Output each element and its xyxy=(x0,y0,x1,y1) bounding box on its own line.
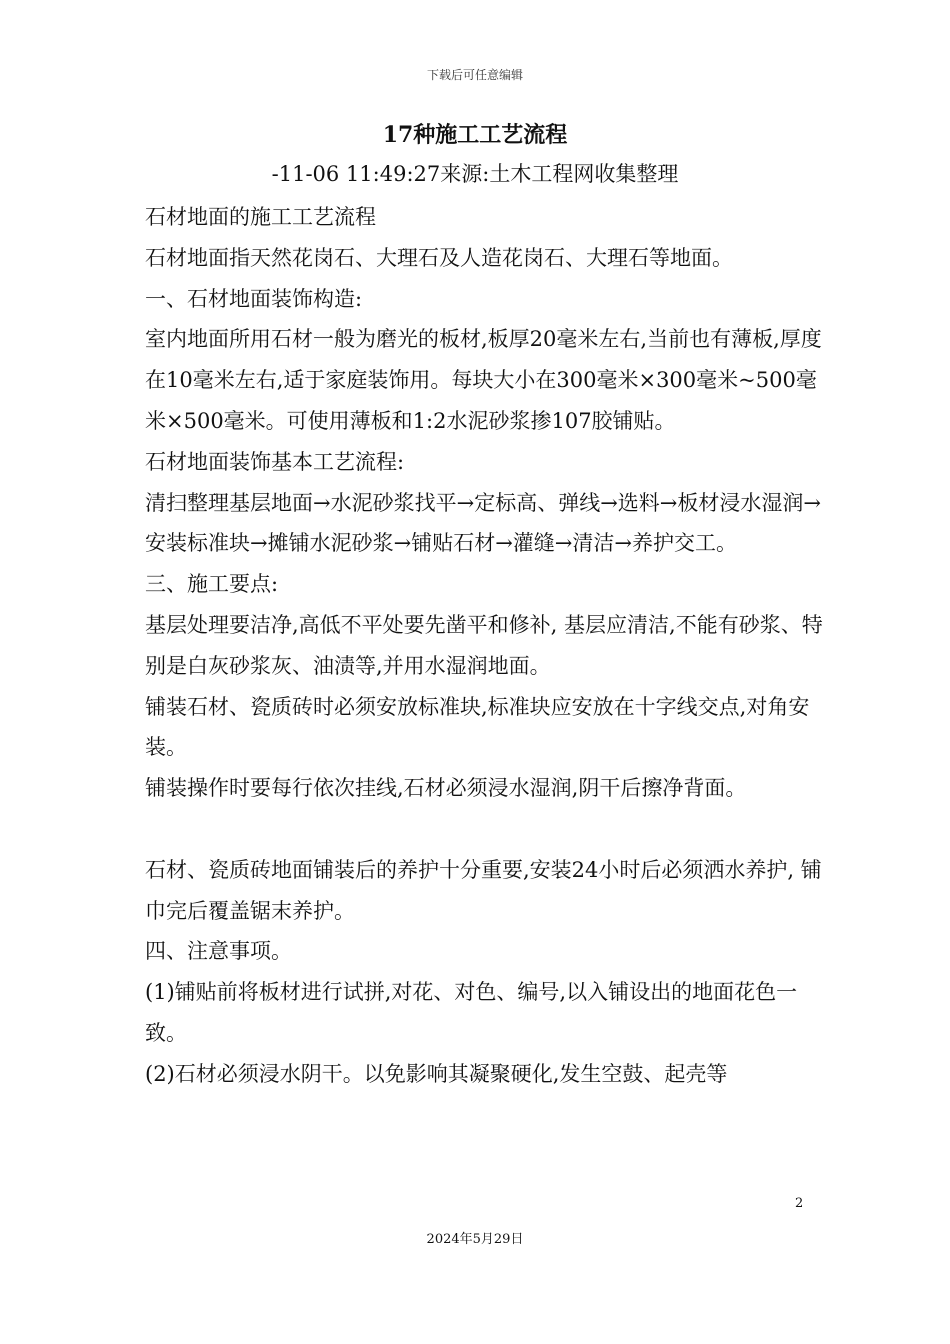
paragraph-note-1: (1)铺贴前将板材进行试拼,对花、对色、编号,以入铺设出的地面花色一致。 xyxy=(145,980,798,1045)
section-heading-1: 一、石材地面装饰构造: xyxy=(145,286,363,311)
paragraph-process-flow: 清扫整理基层地面→水泥砂浆找平→定标高、弹线→选料→板材浸水湿润→安装标准块→摊铺水泥砂浆→铺贴石材→灌缝→清洁→养护交工。 xyxy=(145,490,821,556)
paragraph-standard-block: 铺装石材、瓷质砖时必须安放标准块,标准块应安放在十字线交点,对角安装。 xyxy=(145,694,810,760)
paragraph-note-2: (2)石材必须浸水阴干。以免影响其凝聚硬化,发生空鼓、起壳等 xyxy=(145,1061,728,1086)
paragraph-heading-stone-floor: 石材地面的施工工艺流程 xyxy=(145,205,376,229)
footer-date: 2024年5月29日 xyxy=(426,1232,524,1247)
paragraph-base-treatment: 基层处理要洁净,高低不平处要先凿平和修补, 基层应清洁,不能有砂浆、特别是白灰砂浆灰、油渍等,并用水湿润地面。 xyxy=(145,612,823,678)
blank-line xyxy=(145,809,825,850)
section-heading-process: 石材地面装饰基本工艺流程: xyxy=(145,449,405,474)
section-heading-3: 三、施工要点: xyxy=(145,572,279,597)
header-note: 下载后可任意编辑 xyxy=(426,68,523,82)
paragraph-materials: 室内地面所用石材一般为磨光的板材,板厚20毫米左右,当前也有薄板,厚度在10毫米左右,适于家庭装饰用。每块大小在300毫米×300毫米~500毫米×500毫米。可使用薄板和1:2水泥砂浆掺107胶铺贴。 xyxy=(145,327,822,433)
paragraph-curing: 石材、瓷质砖地面铺装后的养护十分重要,安装24小时后必须洒水养护, 铺巾完后覆盖锯末养护。 xyxy=(145,857,822,923)
section-heading-4: 四、注意事项。 xyxy=(145,939,292,964)
document-body xyxy=(145,197,825,1095)
page-number: 2 xyxy=(795,1196,804,1211)
paragraph-definition: 石材地面指天然花岗石、大理石及人造花岗石、大理石等地面。 xyxy=(145,245,733,270)
source-meta-line: -11-06 11:49:27来源:土木工程网收集整理 xyxy=(271,162,679,186)
paragraph-line-laying: 铺装操作时要每行依次挂线,石材必须浸水湿润,阴干后擦净背面。 xyxy=(145,776,747,801)
document-title: 17种施工工艺流程 xyxy=(382,122,568,148)
